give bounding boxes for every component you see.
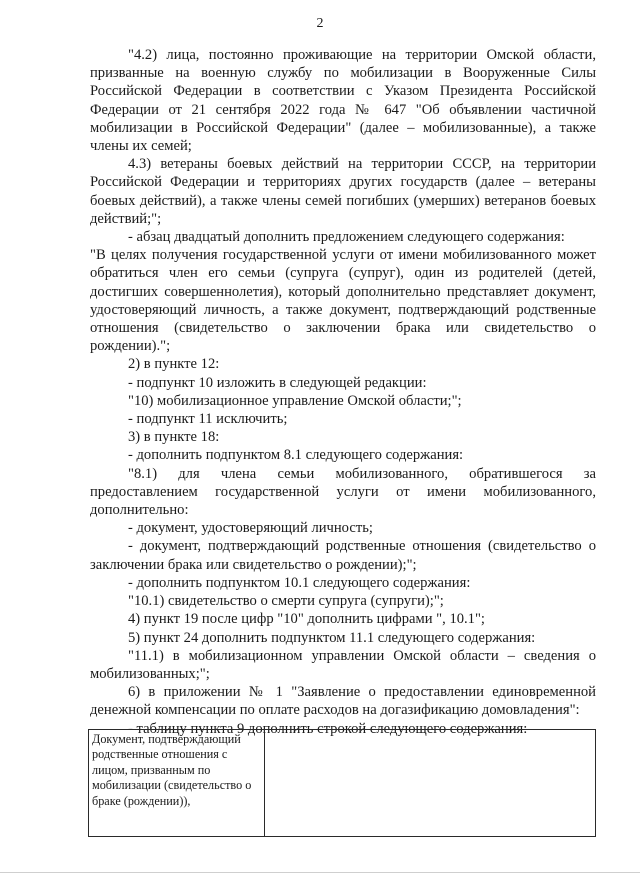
paragraph-kinship-doc: - документ, подтверждающий родственные отношения (свидетельство о заключении брака или свидетельство о рождении);"; — [90, 538, 596, 573]
table-cell-document: Документ, подтверждающий родственные отношения с лицом, призванным по мобилизации (свидетельство о браке (рождении)), — [89, 730, 265, 836]
paragraph-subitem-8-1: - дополнить подпунктом 8.1 следующего содержания: — [128, 447, 464, 464]
paragraph-subitem-10: - подпункт 10 изложить в следующей редакции: — [128, 374, 427, 391]
document-body — [90, 46, 596, 738]
table-cell-empty — [265, 730, 595, 836]
paragraph-identity-doc: - документ, удостоверяющий личность; — [128, 520, 373, 537]
page-number: 2 — [316, 16, 324, 31]
paragraph-item-3: 3) в пункте 18: — [128, 429, 220, 446]
paragraph-subitem-10-1-text: "10.1) свидетельство о смерти супруга (супруги);"; — [128, 593, 444, 610]
paragraph-item-4: 4) пункт 19 после цифр "10" дополнить цифрами ", 10.1"; — [128, 611, 485, 628]
paragraph-4-2: "4.2) лица, постоянно проживающие на территории Омской области, призванные на военную службу по мобилизации в Вооруженные Силы Российской Федерации в соответствии с Указом Президента Российской Федерации от 21 сентября 2022 года № 647 "Об объявлении частичной мобилизации в Российской Федерации" (далее – мобилизованные), а также члены их семей; — [90, 47, 596, 155]
paragraph-item-6: 6) в приложении № 1 "Заявление о предоставлении единовременной денежной компенсации по оплате расходов на догазификацию домовладения": — [90, 684, 596, 719]
paragraph-abzac-20: - абзац двадцатый дополнить предложением следующего содержания: — [128, 229, 565, 246]
paragraph-subitem-11-1-text: "11.1) в мобилизационном управлении Омской области – сведения о мобилизованных;"; — [90, 647, 596, 682]
paragraph-item-2: 2) в пункте 12: — [128, 356, 220, 373]
paragraph-4-3: 4.3) ветераны боевых действий на территории СССР, на территории Российской Федерации и территориях других государств (далее – ветераны боевых действий), а также члены семей погибших (умерших) ветеранов боевых действий;"; — [90, 156, 596, 227]
page-bottom-edge — [0, 872, 640, 873]
document-table — [88, 729, 596, 837]
paragraph-subitem-10-text: "10) мобилизационное управление Омской области;"; — [128, 392, 462, 409]
paragraph-subitem-11: - подпункт 11 исключить; — [128, 411, 288, 428]
paragraph-table-intro: - таблицу пункта 9 дополнить строкой следующего содержания: — [128, 720, 528, 737]
paragraph-item-5: 5) пункт 24 дополнить подпунктом 11.1 следующего содержания: — [128, 629, 536, 646]
paragraph-subitem-10-1: - дополнить подпунктом 10.1 следующего содержания: — [128, 574, 471, 591]
paragraph-quote-mobilized: "В целях получения государственной услуги от имени мобилизованного может обратиться член его семьи (супруга (супруг), один из родителей (детей, достигших совершеннолетия), который дополнительно представляет документ, удостоверяющий личность, а также документ, подтверждающий родственные отношения (свидетельство о заключении брака или свидетельство о рождении)."; — [90, 247, 596, 355]
paragraph-subitem-8-1-text: "8.1) для члена семьи мобилизованного, обратившегося за предоставлением государственной услуги от имени мобилизованного, дополнительно: — [90, 465, 596, 519]
